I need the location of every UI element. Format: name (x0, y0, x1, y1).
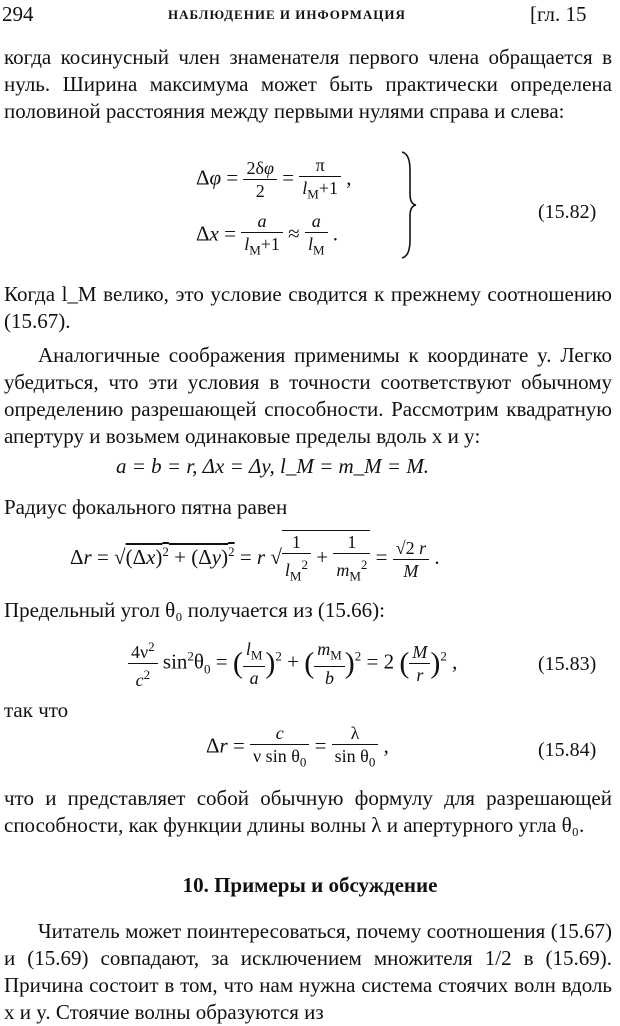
equation-number-15-84: (15.84) (538, 739, 597, 761)
paragraph-5: Предельный угол θ₀ получается из (15.66): (4, 598, 385, 622)
running-title: НАБЛЮДЕНИЕ И ИНФОРМАЦИЯ (168, 7, 406, 22)
equation-delta-x: Δx = $\frac{a}{l_M+1}$ ≈ $\frac{a}{l_M}$ . (196, 211, 339, 258)
paragraph-8: Читатель может поинтересоваться, почему соотношения (15.67) и (15.69) совпадают, за исключением множителя 1/2 в (15.69). Причина состоит в том, что нам нужна система стоячих волн вдоль x и y. Стоячие волны образуются из (4, 919, 612, 1024)
right-brace (398, 150, 418, 260)
equation-limit-angle: $\frac{4\nu^2}{c^2}$ $\sin^2\theta_0$ = ( $\frac{l_M}{a}$ )$^2$ + ( $\frac{m_M}{b}$ )$^2$ = 2 ( $\frac{M}{r}$ )$^2$ , (128, 636, 457, 691)
paragraph-4: Радиус фокального пятна равен (4, 495, 288, 519)
page-header (0, 2, 620, 32)
equation-focal-radius: $\Delta r = √(\Delta x)^2 + (\Delta y)^2 = r$ √ $\frac{1}{l_M^2}$ + $\frac{1}{m_M^2}$ = $\frac{√2 r}{M}$ . (70, 530, 440, 588)
equation-number-15-83: (15.83) (538, 653, 597, 675)
paragraph-6: так что (4, 698, 69, 722)
equation-number-15-82: (15.82) (538, 201, 597, 223)
equation-equal-limits: a = b = r, Δx = Δy, l_M = m_M = M. (116, 454, 430, 478)
section-title: 10. Примеры и обсуждение (182, 873, 438, 897)
paragraph-7: что и представляет собой обычную формулу для разрешающей способности, как функции длины волны λ и апертурного угла θ₀. (4, 786, 612, 837)
paragraph-2: Когда l_M велико, это условие сводится к прежнему соотношению (15.67). (4, 282, 612, 333)
paragraph-1: когда косинусный член знаменателя первого члена обращается в нуль. Ширина максимума может быть практически определена половиной расстояния между первыми нулями справа и слева: (4, 45, 612, 123)
equation-delta-phi: Δφ = $\frac{2\delta\varphi}{2}$ = $\frac{\pi}{l_M+1}$ , (196, 155, 352, 202)
equation-resolution: Δr = $\frac{c}{\nu \sin \theta_0}$ = $\frac{\lambda}{\sin \theta_0}$ , (206, 723, 389, 770)
page-number: 294 (2, 2, 34, 26)
paragraph-3: Аналогичные соображения применимы к координате y. Легко убедиться, что эти условия в точности соответствуют обычному определению разрешающей способности. Рассмотрим квадратную апертуру и возьмем одинаковые пределы вдоль x и y: (4, 343, 612, 448)
chapter-label: [гл. 15 (530, 2, 587, 26)
